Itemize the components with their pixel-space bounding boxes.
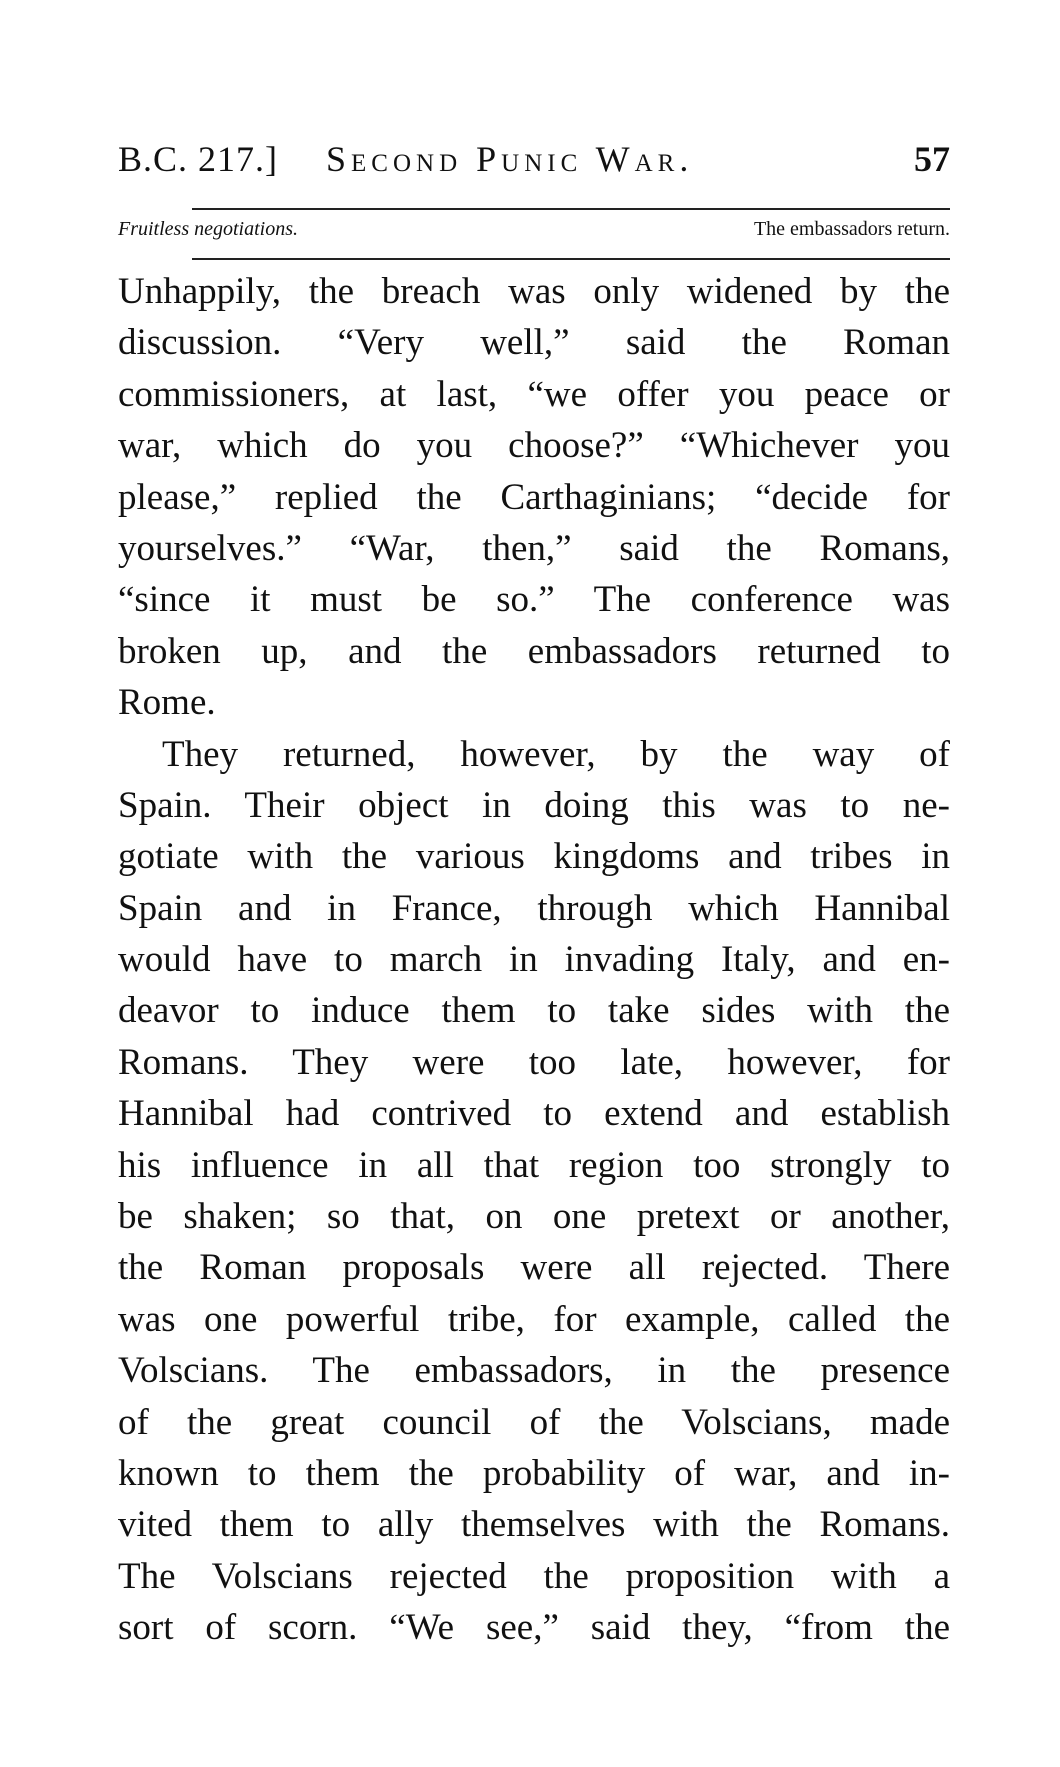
header-rule-top [192,208,950,210]
text-line: Spain and in France, through which Hannibal [118,887,950,929]
text-line: gotiate with the various kingdoms and tribes in [118,836,950,878]
header-title: Second Punic War. [326,139,694,179]
text-line: known to them the probability of war, and in- [118,1452,950,1494]
page-number: 57 [914,139,950,179]
header-date: B.C. 217.] [118,139,279,179]
text-line: Romans. They were too late, however, for [118,1041,950,1083]
running-head [118,138,950,188]
side-note-right: The embassadors return. [753,218,950,240]
body-text [118,266,950,1654]
text-line: vited them to ally themselves with the Romans. [118,1504,950,1546]
side-notes [118,218,950,248]
text-line: Hannibal had contrived to extend and establish [118,1093,950,1135]
text-line: “since it must be so.” The conference was [118,579,950,621]
text-line: They returned, however, by the way of [162,733,950,775]
text-line: Rome. [118,682,216,724]
text-line: sort of scorn. “We see,” said they, “from the [118,1607,950,1649]
header-rule-bottom [192,258,950,260]
text-line: Volscians. The embassadors, in the presence [118,1350,950,1392]
text-line: the Roman proposals were all rejected. There [118,1247,950,1289]
text-line: yourselves.” “War, then,” said the Romans, [118,527,950,569]
text-line: discussion. “Very well,” said the Roman [118,322,950,364]
text-line: war, which do you choose?” “Whichever you [118,425,950,467]
text-line: Spain. Their object in doing this was to ne- [118,784,950,826]
text-line: please,” replied the Carthaginians; “decide for [118,476,950,518]
text-line: commissioners, at last, “we offer you peace or [118,373,950,415]
text-line: deavor to induce them to take sides with the [118,990,950,1032]
text-line: Unhappily, the breach was only widened by the [118,271,950,312]
text-line: was one powerful tribe, for example, called the [118,1298,950,1340]
text-line: broken up, and the embassadors returned to [118,630,950,672]
text-line: The Volscians rejected the proposition with a [118,1555,950,1597]
text-line: be shaken; so that, on one pretext or another, [118,1196,950,1238]
text-line: his influence in all that region too strongly to [118,1144,950,1186]
side-note-left: Fruitless negotiations. [118,218,298,240]
text-line: of the great council of the Volscians, made [118,1401,950,1443]
text-line: would have to march in invading Italy, and en- [118,939,950,981]
